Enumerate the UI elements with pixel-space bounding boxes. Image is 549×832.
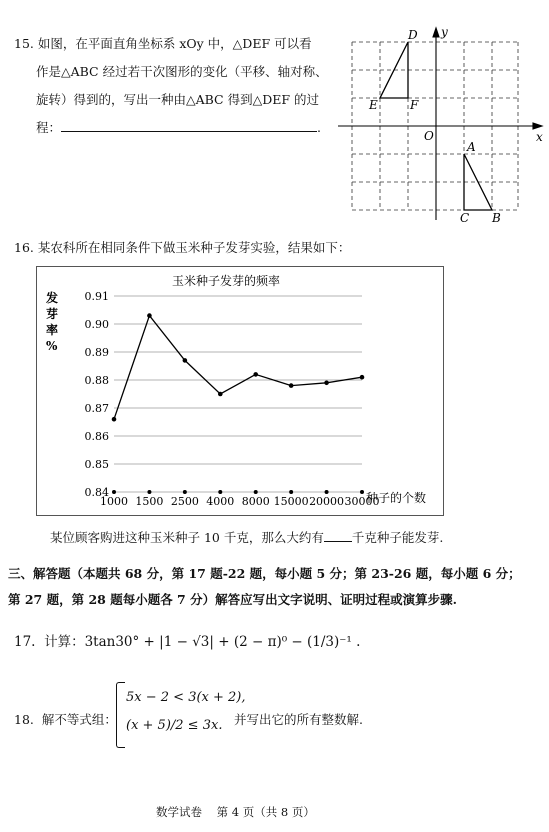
q18-system: [126, 684, 246, 740]
chart-y-tick-label: 0.90: [84, 318, 109, 331]
chart-x-marker: [360, 490, 364, 494]
q18-brace: [116, 682, 125, 748]
q18-line: [14, 710, 117, 728]
q15-label-o: O: [424, 129, 434, 143]
q15-line1: 如图，在平面直角坐标系 xOy 中，△DEF 可以看: [37, 36, 312, 51]
chart-y-tick-label: 0.86: [84, 430, 109, 443]
chart-x-marker: [325, 490, 329, 494]
chart-y-tick-label: 0.87: [84, 402, 109, 415]
chart-x-tick-label: 30000: [344, 495, 380, 508]
chart-y-tick-label: 0.85: [84, 458, 109, 471]
page-footer: [156, 804, 315, 820]
q15-x-axis-arrow: [533, 123, 542, 129]
chart-data-point: [147, 313, 152, 318]
chart-x-tick-label: 4000: [206, 495, 235, 508]
q16-intro: 某农科所在相同条件下做玉米种子发芽实验，结果如下：: [37, 240, 351, 255]
chart-y-label-char: 芽: [46, 307, 59, 321]
chart-x-marker: [147, 490, 151, 494]
chart-x-tick-labels: [100, 495, 380, 508]
chart-x-tick-label: 20000: [309, 495, 345, 508]
chart-data-point: [324, 381, 329, 386]
chart-y-label-char: %: [46, 339, 58, 353]
q16-answer-blank[interactable]: [324, 527, 352, 542]
chart-x-tick-label: 1500: [135, 495, 164, 508]
chart-data-point: [289, 383, 294, 388]
section3-line1: 三、解答题（本题共 68 分，第 17 题-22 题，每小题 5 分；第 23-26 题，每小题 6 分；: [8, 566, 521, 581]
chart-data-point: [253, 372, 258, 377]
q15-number: 15.: [14, 36, 34, 51]
footer-subject: 数学试卷: [156, 805, 202, 819]
chart-y-tick-label: 0.89: [84, 346, 109, 359]
q15-label-b: B: [492, 211, 501, 224]
chart-data-point: [360, 375, 365, 380]
q15-label-e: E: [369, 98, 378, 112]
q15-line2: 作是△ABC 经过若干次图形的变化（平移、轴对称、: [36, 64, 328, 79]
chart-y-tick-labels: [85, 290, 110, 499]
chart-y-axis-label: [45, 290, 58, 353]
chart-x-marker: [112, 490, 116, 494]
section3-heading: [8, 561, 521, 613]
chart-title: 玉米种子发芽的频率: [172, 274, 281, 288]
q18-number: 18.: [14, 712, 34, 727]
q16-number: 16.: [14, 240, 34, 255]
q15-label-a: A: [467, 140, 476, 154]
chart-data-point: [112, 417, 117, 422]
q15-label-y: y: [441, 25, 448, 39]
chart-data-point: [183, 358, 188, 363]
q18-label: 解不等式组：: [41, 712, 117, 727]
q15-label-x: x: [536, 130, 543, 144]
chart-series-germination-rate: [112, 313, 365, 421]
chart-series-line: [114, 316, 362, 420]
q15-answer-blank[interactable]: [61, 117, 317, 132]
germination-frequency-chart: [36, 266, 444, 516]
section3-line2: 第 27 题，第 28 题每小题各 7 分）解答应写出文字说明、证明过程或演算步骤.: [8, 592, 457, 607]
q15-label-f: F: [410, 98, 419, 112]
q18-inequality-2: (x + 5)/2 ≤ 3x.: [126, 718, 223, 733]
chart-frame: [37, 267, 444, 516]
q15-line3: 旋转）得到的，写出一种由△ABC 得到△DEF 的过: [36, 92, 320, 107]
chart-data-point: [218, 392, 223, 397]
footer-page-number: 第 4 页（共 8 页）: [216, 805, 315, 819]
q15-label-c: C: [460, 211, 470, 224]
chart-x-tick-label: 15000: [273, 495, 309, 508]
chart-y-tick-label: 0.84: [84, 486, 109, 499]
chart-gridlines: [114, 296, 362, 492]
chart-x-tick-label: 1000: [100, 495, 128, 508]
chart-x-marker: [254, 490, 258, 494]
q15-text: [14, 30, 328, 142]
q16-followup-before: 某位顾客购进这种玉米种子 10 千克，那么大约有: [50, 530, 324, 545]
chart-x-marker: [289, 490, 293, 494]
q15-coordinate-figure: [336, 24, 548, 224]
chart-x-axis-label: 种子的个数: [366, 491, 427, 505]
q18-inequality-1: 5x − 2 < 3(x + 2),: [126, 690, 246, 705]
chart-x-tick-label: 2500: [170, 495, 199, 508]
q18-tail: 并写出它的所有整数解.: [234, 712, 363, 727]
q15-y-axis-arrow: [433, 28, 439, 37]
chart-x-marker: [183, 490, 187, 494]
q15-label-d: D: [408, 28, 418, 42]
chart-x-tick-label: 8000: [241, 495, 270, 508]
q15-line4-prefix: 程：: [36, 120, 62, 135]
chart-y-label-char: 发: [46, 291, 59, 305]
q15-line4-suffix: .: [317, 120, 321, 135]
q17-number: 17.: [14, 634, 36, 650]
chart-x-marker: [218, 490, 222, 494]
q17-text: 计算：3tan30° + |1 − √3| + (2 − π)⁰ − (1/3)⁻¹ .: [44, 634, 361, 650]
chart-y-label-char: 率: [46, 323, 59, 337]
q17-line: [14, 630, 360, 650]
q16-followup-after: 千克种子能发芽.: [351, 530, 444, 545]
chart-y-tick-label: 0.88: [84, 374, 109, 387]
chart-y-tick-label: 0.91: [84, 290, 109, 303]
q16-intro-line: [14, 238, 350, 256]
q16-followup: [50, 527, 443, 546]
